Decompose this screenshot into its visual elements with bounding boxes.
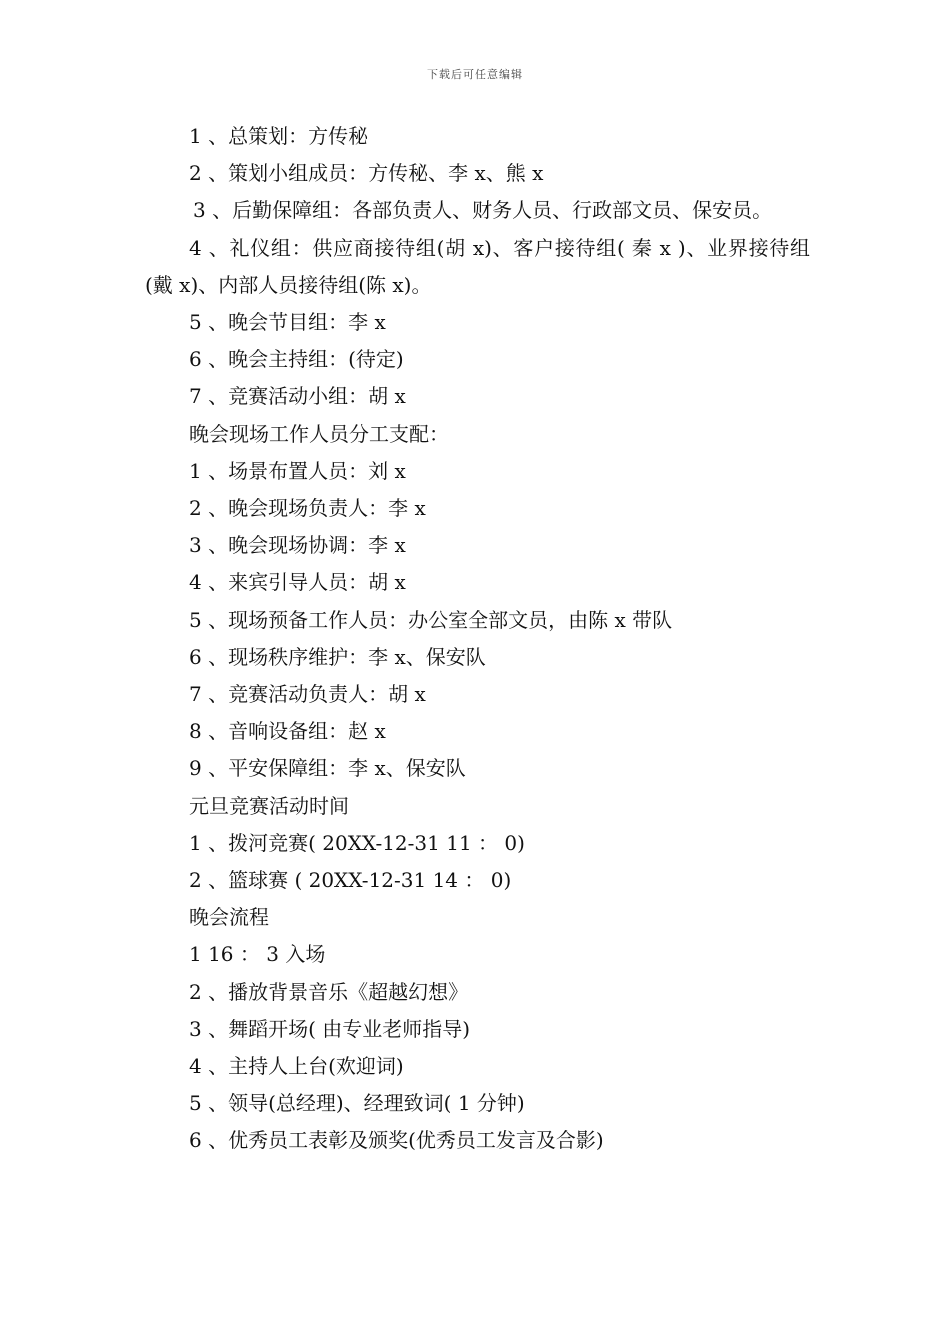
paragraph: 5 、领导(总经理)、经理致词( 1 分钟) xyxy=(189,1091,525,1116)
paragraph: 2 、篮球赛 ( 20XX-12-31 14 ： 0) xyxy=(189,868,512,893)
paragraph: 1 、拨河竞赛( 20XX-12-31 11 ： 0) xyxy=(189,830,525,855)
paragraph: 5 、现场预备工作人员：办公室全部文员，由陈 x 带队 xyxy=(189,607,673,632)
document-body xyxy=(145,118,810,1160)
paragraph: 6 、现场秩序维护：李 x、保安队 xyxy=(189,644,486,669)
page-header-note: 下载后可任意编辑 xyxy=(427,68,523,81)
paragraph: 1 16 ： 3 入场 xyxy=(189,942,326,967)
paragraph: 2 、策划小组成员：方传秘、李 x、熊 x xyxy=(189,161,544,186)
paragraph: 6 、晚会主持组：(待定) xyxy=(189,347,404,372)
paragraph: 6 、优秀员工表彰及颁奖(优秀员工发言及合影) xyxy=(189,1128,604,1153)
paragraph: 2 、播放背景音乐《超越幻想》 xyxy=(189,979,469,1004)
paragraph: 2 、晚会现场负责人：李 x xyxy=(189,496,426,521)
section-heading: 元旦竞赛活动时间 xyxy=(189,793,349,818)
paragraph: 3 、舞蹈开场( 由专业老师指导) xyxy=(189,1016,471,1041)
section-heading: 晚会现场工作人员分工支配： xyxy=(189,421,449,446)
paragraph: 9 、平安保障组：李 x、保安队 xyxy=(189,756,466,781)
paragraph: 7 、竞赛活动负责人：胡 x xyxy=(189,682,426,707)
paragraph: 4 、主持人上台(欢迎词) xyxy=(189,1054,404,1079)
paragraph: 3 、后勤保障组：各部负责人、财务人员、行政部文员、保安员。 xyxy=(193,198,773,223)
paragraph: 5 、晚会节目组：李 x xyxy=(189,310,386,335)
section-heading: 晚会流程 xyxy=(189,905,269,930)
paragraph: 1 、场景布置人员：刘 x xyxy=(189,458,406,483)
paragraph: 7 、竞赛活动小组：胡 x xyxy=(189,384,406,409)
paragraph: 3 、晚会现场协调：李 x xyxy=(189,533,406,558)
paragraph: 8 、音响设备组：赵 x xyxy=(189,719,386,744)
paragraph: 1 、总策划：方传秘 xyxy=(189,124,369,148)
paragraph: 4 、礼仪组：供应商接待组(胡 x)、客户接待组( 秦 x )、业界接待组(戴 x)、内部人员接待组(陈 x)。 xyxy=(145,235,810,297)
paragraph: 4 、来宾引导人员：胡 x xyxy=(189,570,406,595)
